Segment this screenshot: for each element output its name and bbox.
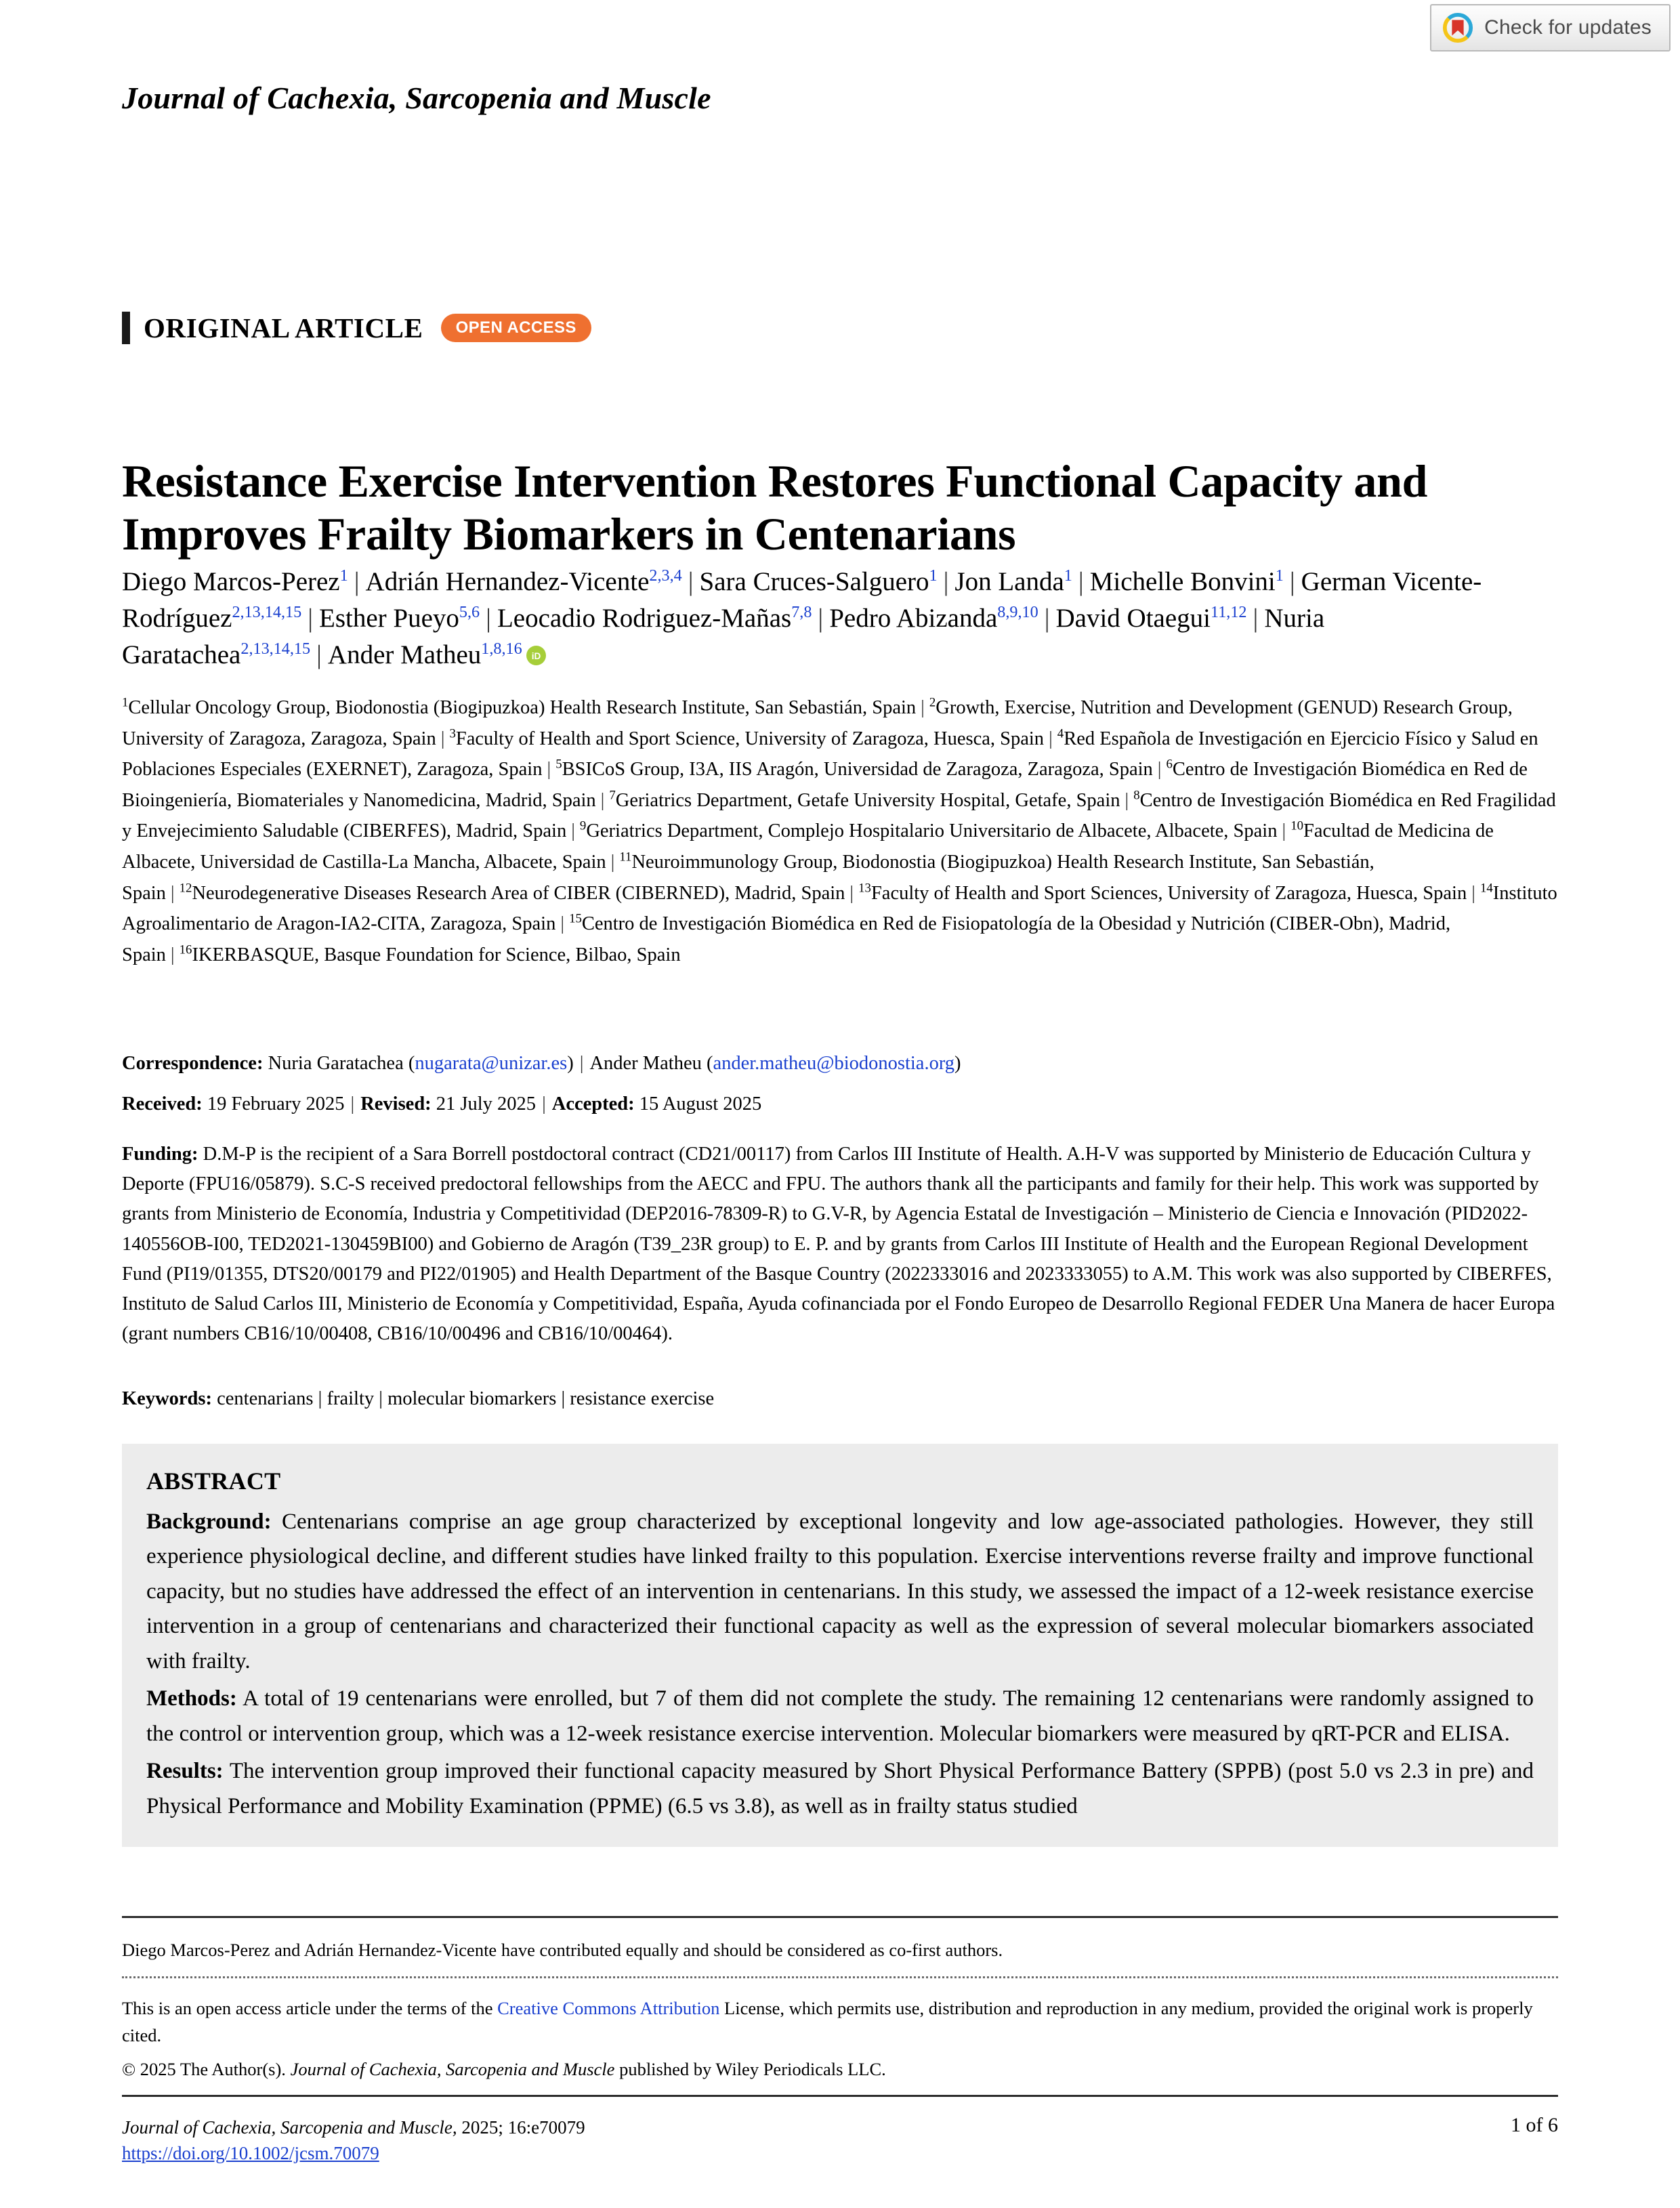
author-name: Jon Landa xyxy=(954,567,1064,596)
funding-label: Funding: xyxy=(122,1144,198,1165)
affiliation-number: 15 xyxy=(569,911,582,926)
abstract-methods-label: Methods: xyxy=(146,1686,237,1711)
page-number: 1 of 6 xyxy=(1511,2114,1558,2136)
author-name: Leocadio Rodriguez-Mañas xyxy=(497,603,792,633)
accepted-label: Accepted: xyxy=(551,1093,635,1115)
affiliation-separator: | xyxy=(1282,820,1286,842)
affiliation-number: 1 xyxy=(122,695,129,710)
author-affiliation-refs: 2,13,14,15 xyxy=(240,639,311,658)
affiliation-text: Centro de Investigación Biomédica en Red Fragilidad y Envejecimiento Saludable (CIBERFES), Madrid, Spain xyxy=(122,789,1556,842)
affiliation-text: Growth, Exercise, Nutrition and Development (GENUD) Research Group, University of Zaragoza, Zaragoza, Spain xyxy=(122,697,1513,749)
author-name: German Vicente-Rodríguez xyxy=(122,567,1482,633)
affiliation-number: 8 xyxy=(1133,788,1140,803)
received-label: Received: xyxy=(122,1093,203,1115)
affiliation-number: 12 xyxy=(179,881,192,896)
author-affiliation-refs: 8,9,10 xyxy=(997,602,1038,621)
author-name: Sara Cruces-Salguero xyxy=(699,567,929,596)
license-text-pre: This is an open access article under the terms of the xyxy=(122,1998,498,2018)
affiliation-text: Centro de Investigación Biomédica en Red de Bioingeniería, Biomateriales y Nanomedicina, Madrid, Spain xyxy=(122,759,1528,811)
author-name: Nuria Garatachea xyxy=(122,603,1325,669)
abstract-background-text: Centenarians comprise an age group characterized by exceptional longevity and low age-associated pathologies. However, they still experience physiological decline, and different studies have linked frailty to this population. Exercise interventions reverse frailty and improve functional capacity, but no studies have addressed the effect of an intervention in centenarians. In this study, we assessed the impact of a 12-week resistance exercise intervention in a group of centenarians and characterized their functional capacity as well as the expression of several molecular biomarkers associated with frailty. xyxy=(146,1509,1534,1673)
abstract-background xyxy=(146,1505,1534,1679)
correspondence-email-1[interactable]: nugarata@unizar.es xyxy=(415,1053,568,1074)
author-affiliation-refs: 2,13,14,15 xyxy=(232,602,302,621)
journal-name: Journal of Cachexia, Sarcopenia and Muscle xyxy=(122,81,711,115)
keywords xyxy=(122,1384,1558,1414)
abstract-results-text: The intervention group improved their functional capacity measured by Short Physical Performance Battery (SPPB) (post 5.0 vs 2.3 in pre) and Physical Performance and Mobility Examination (PPME) (6.5 vs 3.8), as well as in frailty status studied xyxy=(146,1759,1534,1818)
affiliation-number: 6 xyxy=(1166,757,1173,772)
funding-text: D.M-P is the recipient of a Sara Borrell postdoctoral contract (CD21/00117) from Carlos III Institute of Health. A.H-V was supported by Ministerio de Educación Cultura y Deporte (FPU16/05879). S.C-S received predoctoral fellowships from the AECC and FPU. The authors thank all the participants and family for their help. This work was supported by grants from Ministerio de Economía, Industria y Competitividad (DEP2016-78309-R) to G.V-R, by Agencia Estatal de Investigación – Ministerio de Ciencia e Innovación (PID2022-140556OB-I00, TED2021-130459BI00) and Gobierno de Aragón (T39_23R group) to E. P. and by grants from Carlos III Institute of Health and the European Regional Development Fund (PI19/01355, DTS20/00179 and PI22/01905) and Health Department of the Basque Country (2022333016 and 2023333055) to A.M. This work was also supported by CIBERFES, Instituto de Salud Carlos III, Ministerio de Economía y Competitividad, España, Ayuda cofinanciada por el Fondo Europeo de Desarrollo Regional FEDER Una Manera de hacer Europa (grant numbers CB16/10/00408, CB16/10/00496 and CB16/10/00464). xyxy=(122,1144,1555,1345)
affiliation-text: Geriatrics Department, Complejo Hospitalario Universitario de Albacete, Albacete, Spain xyxy=(586,820,1278,842)
author-separator: | xyxy=(1253,603,1259,633)
author-affiliation-refs: 7,8 xyxy=(791,602,812,621)
author-separator: | xyxy=(486,603,491,633)
correspondence-label: Correspondence: xyxy=(122,1053,264,1074)
author-name: Esther Pueyo xyxy=(319,603,459,633)
accent-bar xyxy=(122,312,130,344)
svg-text:iD: iD xyxy=(531,650,541,661)
author-name: Pedro Abizanda xyxy=(829,603,998,633)
affiliation-number: 4 xyxy=(1057,726,1064,741)
article-type-row xyxy=(122,312,591,344)
author-separator: | xyxy=(1078,567,1084,596)
copyright-journal-name: Journal of Cachexia, Sarcopenia and Muscle xyxy=(290,2059,615,2079)
correspondence-person-2: Ander Matheu xyxy=(589,1053,702,1074)
check-for-updates-label: Check for updates xyxy=(1484,16,1652,39)
correspondence-email-2[interactable]: ander.matheu@biodonostia.org xyxy=(713,1053,955,1074)
author-name: Ander Matheu xyxy=(327,640,482,669)
footer-citation xyxy=(122,2114,585,2142)
author-affiliation-refs: 1 xyxy=(339,566,348,585)
affiliation-text: BSICoS Group, I3A, IIS Aragón, Universidad de Zaragoza, Zaragoza, Spain xyxy=(562,759,1153,780)
footer-rule xyxy=(122,2095,1558,2097)
affiliation-text: Instituto Agroalimentario de Aragon-IA2-CITA, Zaragoza, Spain xyxy=(122,882,1557,935)
license-text-post: License, which permits use, distribution and reproduction in any medium, provided the original work is properly cited. xyxy=(122,1998,1533,2046)
author-affiliation-refs: 1,8,16 xyxy=(481,639,522,658)
abstract-heading: ABSTRACT xyxy=(146,1467,281,1495)
affiliation-separator: | xyxy=(440,728,445,749)
affiliation-separator: | xyxy=(170,944,175,965)
abstract-methods-text: A total of 19 centenarians were enrolled, but 7 of them did not complete the study. The remaining 12 centenarians were randomly assigned to the control or intervention group, which was a 12-week resistance exercise intervention. Molecular biomarkers were measured by qRT-PCR and ELISA. xyxy=(146,1686,1534,1746)
affiliation-number: 3 xyxy=(449,726,456,741)
affiliation-number: 10 xyxy=(1290,818,1303,833)
footnote-top-rule xyxy=(122,1916,1558,1918)
affiliation-separator: | xyxy=(1125,789,1129,811)
check-for-updates-badge[interactable] xyxy=(1430,4,1671,51)
affiliation-separator: | xyxy=(170,882,175,904)
author-affiliation-refs: 1 xyxy=(1064,566,1072,585)
orcid-icon[interactable] xyxy=(526,646,546,665)
affiliation-separator: | xyxy=(547,759,551,780)
affiliation-number: 5 xyxy=(555,757,562,772)
creative-commons-link[interactable]: Creative Commons Attribution xyxy=(497,1998,720,2018)
affiliation-number: 2 xyxy=(929,695,936,710)
affiliation-text: Geriatrics Department, Getafe University Hospital, Getafe, Spain xyxy=(615,789,1120,811)
cofirst-authors-note: Diego Marcos-Perez and Adrián Hernandez-Vicente have contributed equally and should be considered as co-first authors. xyxy=(122,1940,1003,1960)
correspondence-person-1: Nuria Garatachea xyxy=(268,1053,404,1074)
accepted-date: 15 August 2025 xyxy=(639,1093,762,1115)
affiliation-separator: | xyxy=(610,851,615,873)
author-separator: | xyxy=(688,567,694,596)
author-affiliation-refs: 2,3,4 xyxy=(649,566,682,585)
author-list xyxy=(122,564,1565,673)
author-separator: | xyxy=(316,640,322,669)
affiliation-text: Faculty of Health and Sport Science, University of Zaragoza, Huesca, Spain xyxy=(455,728,1045,749)
author-name: Adrián Hernandez-Vicente xyxy=(365,567,650,596)
revised-label: Revised: xyxy=(360,1093,432,1115)
publication-dates: Received: 19 February 2025 | Revised: 21 July 2025 | Accepted: 15 August 2025 xyxy=(122,1093,762,1115)
author-separator: | xyxy=(1289,567,1295,596)
affiliation-separator: | xyxy=(921,697,925,718)
abstract-background-label: Background: xyxy=(146,1509,272,1534)
copyright-note xyxy=(122,2056,1558,2083)
author-name: Diego Marcos-Perez xyxy=(122,567,340,596)
abstract-results-label: Results: xyxy=(146,1759,224,1784)
abstract-methods xyxy=(146,1682,1534,1751)
affiliation-text: Centro de Investigación Biomédica en Red de Fisiopatología de la Obesidad y Nutrición (CIBER-Obn), Madrid, Spain xyxy=(122,913,1451,965)
affiliation-separator: | xyxy=(560,913,565,935)
affiliation-number: 16 xyxy=(179,942,192,957)
author-affiliation-refs: 1 xyxy=(929,566,938,585)
page-title: Resistance Exercise Intervention Restores Functional Capacity and Improves Frailty Biomarkers in Centenarians xyxy=(122,455,1428,560)
abstract-box xyxy=(122,1444,1558,1847)
affiliation-number: 14 xyxy=(1479,881,1493,896)
affiliation-text: Neuroimmunology Group, Biodonostia (Biogipuzkoa) Health Research Institute, San Sebastián, Spain xyxy=(122,851,1374,904)
author-name: David Otaegui xyxy=(1055,603,1211,633)
keywords-text: centenarians | frailty | molecular biomarkers | resistance exercise xyxy=(217,1388,715,1409)
affiliation-number: 7 xyxy=(609,788,616,803)
affiliation-text: Facultad de Medicina de Albacete, Universidad de Castilla-La Mancha, Albacete, Spain xyxy=(122,820,1494,873)
article-type-label: ORIGINAL ARTICLE xyxy=(144,312,423,343)
revised-date: 21 July 2025 xyxy=(436,1093,537,1115)
received-date: 19 February 2025 xyxy=(207,1093,345,1115)
affiliation-text: Red Española de Investigación en Ejercicio Físico y Salud en Poblaciones Especiales (EXERNET), Zaragoza, Spain xyxy=(122,728,1538,780)
crossmark-icon xyxy=(1442,12,1473,43)
author-affiliation-refs: 11,12 xyxy=(1211,602,1247,621)
affiliation-text: Cellular Oncology Group, Biodonostia (Biogipuzkoa) Health Research Institute, San Sebastián, Spain xyxy=(128,697,917,718)
affiliation-number: 11 xyxy=(619,850,632,865)
affiliation-separator: | xyxy=(600,789,605,811)
license-note xyxy=(122,1995,1558,2049)
author-separator: | xyxy=(818,603,824,633)
affiliation-list xyxy=(122,692,1558,970)
abstract-results xyxy=(146,1754,1534,1824)
affiliation-text: Faculty of Health and Sport Sciences, University of Zaragoza, Huesca, Spain xyxy=(870,882,1467,904)
affiliation-separator: | xyxy=(1049,728,1053,749)
funding-statement xyxy=(122,1140,1558,1349)
affiliation-number: 13 xyxy=(858,881,871,896)
affiliation-text: IKERBASQUE, Basque Foundation for Science, Bilbao, Spain xyxy=(192,944,681,965)
author-separator: | xyxy=(354,567,360,596)
footer-citation-journal: Journal of Cachexia, Sarcopenia and Muscle, xyxy=(122,2117,457,2138)
author-affiliation-refs: 5,6 xyxy=(459,602,480,621)
affiliation-number: 9 xyxy=(579,818,587,833)
author-name: Michelle Bonvini xyxy=(1089,567,1276,596)
footer-citation-rest: 2025; 16:e70079 xyxy=(457,2117,585,2138)
affiliation-text: Neurodegenerative Diseases Research Area of CIBER (CIBERNED), Madrid, Spain xyxy=(192,882,845,904)
doi-link[interactable]: https://doi.org/10.1002/jcsm.70079 xyxy=(122,2143,379,2163)
author-separator: | xyxy=(1044,603,1050,633)
author-separator: | xyxy=(308,603,314,633)
keywords-label: Keywords: xyxy=(122,1388,212,1409)
copyright-pre: © 2025 The Author(s). xyxy=(122,2059,291,2079)
affiliation-separator: | xyxy=(1157,759,1162,780)
copyright-post: published by Wiley Periodicals LLC. xyxy=(614,2059,886,2079)
affiliation-separator: | xyxy=(1471,882,1475,904)
open-access-badge: OPEN ACCESS xyxy=(441,314,591,342)
footnote-dotted-rule xyxy=(122,1976,1558,1978)
affiliation-separator: | xyxy=(849,882,854,904)
affiliation-separator: | xyxy=(571,820,575,842)
author-separator: | xyxy=(943,567,949,596)
author-affiliation-refs: 1 xyxy=(1275,566,1284,585)
correspondence: Correspondence: Nuria Garatachea (nugarata@unizar.es) | Ander Matheu (ander.matheu@biodonostia.org) xyxy=(122,1053,961,1074)
